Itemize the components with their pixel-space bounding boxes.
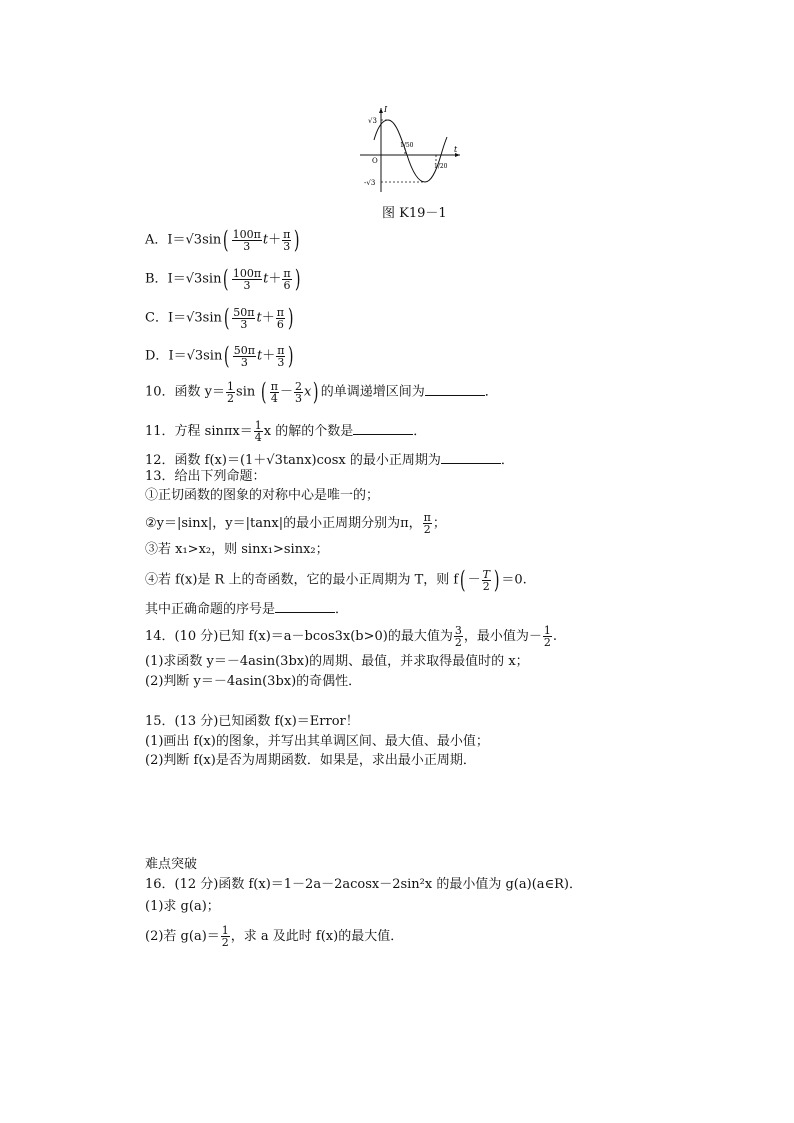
option-phase-frac: $\frac{\pi}{6}$: [283, 266, 291, 292]
q15-part1: (1)画出 f(x)的图象，并写出其单调区间、最大值、最小值；: [145, 734, 489, 749]
q13-item-3: ③若 x₁>x₂，则 sinx₁>sinx₂；: [145, 542, 329, 557]
q12: 12．函数 f(x)＝(1＋√3tanx)cosx 的最小正周期为 ．: [145, 453, 514, 468]
q13-item-4-text: ④若 f(x)是 R 上的奇函数，它的最小正周期为 T，则 f: [145, 572, 459, 588]
x2-label: 1/20: [434, 163, 448, 170]
q9-option-1: A．I＝√3sin( $\frac{100\pi}{3}$ t＋ $\frac{\pi}{3}$ ): [145, 226, 300, 254]
y-axis-arrow: [379, 108, 383, 113]
q10-prefix: 10．函数 y＝: [145, 384, 226, 400]
q13-intro: 13．给出下列命题：: [145, 469, 266, 484]
q10-suffix: 的单调递增区间为: [320, 384, 425, 400]
q16-part1: (1)求 g(a)；: [145, 899, 220, 914]
q16-part2-pre: (2)若 g(a)＝: [145, 929, 220, 944]
q10-pi4: $\frac{\pi}{4}$: [270, 379, 278, 405]
origin-label: O: [372, 157, 378, 165]
q13-ending-text: 其中正确命题的序号是: [145, 602, 276, 617]
q10-23: $\frac{2}{3}$: [295, 379, 302, 405]
q14-part1: (1)求函数 y＝－4asin(3bx)的周期、最值，并求取得最值时的 x；: [145, 654, 529, 669]
sine-graph-figure: [355, 104, 465, 194]
option-label: C．: [145, 310, 168, 326]
q9-option-2: B．I＝√3sin( $\frac{100\pi}{3}$ t＋ $\frac{\pi}{6}$ ): [145, 265, 301, 293]
q14-stem-b: ，最小值为－: [463, 629, 542, 644]
q16-part2-post: ，求 a 及此时 f(x)的最大值．: [230, 929, 404, 944]
q12-text: 12．函数 f(x)＝(1＋√3tanx)cosx 的最小正周期为: [145, 453, 441, 468]
q13-ending: 其中正确命题的序号是 ．: [145, 602, 349, 617]
q11-suffix: x 的解的个数是: [263, 424, 354, 439]
option-label: A．: [145, 232, 168, 248]
q15-part2: (2)判断 f(x)是否为周期函数．如果是，求出最小正周期．: [145, 753, 476, 768]
option-phase-frac: $\frac{\pi}{3}$: [283, 227, 291, 253]
option-coef-frac: $\frac{100\pi}{3}$: [232, 227, 261, 253]
q13-item-4-frac: $\frac{T}{2}$: [482, 567, 490, 593]
option-phase-frac: $\frac{\pi}{6}$: [276, 305, 284, 331]
q10: 10．函数 y＝ $\frac{1}{2}$ sin ( $\frac{\pi}{4}$ － $\frac{2}{3}$ x) 的单调递增区间为 ．: [145, 378, 498, 406]
sine-curve: [374, 120, 447, 182]
option-lhs: I＝√3sin: [167, 271, 222, 287]
q14-stem: 14．(10 分)已知 f(x)＝a－bcos3x(b>0)的最大值为 $\frac{3}{2}$ ，最小值为－ $\frac{1}{2}$ .: [145, 624, 558, 649]
x1-label: 1/50: [400, 142, 414, 149]
option-lhs: I＝√3sin: [168, 348, 223, 364]
y-neg-label: -√3: [364, 179, 376, 187]
option-coef-frac: $\frac{50\pi}{3}$: [233, 305, 255, 331]
q16-part2: [145, 925, 403, 948]
q14-part2: (2)判断 y＝－4asin(3bx)的奇偶性．: [145, 674, 362, 689]
q9-option-4: D．I＝√3sin( $\frac{50\pi}{3}$ t＋ $\frac{\pi}{3}$ ): [145, 342, 294, 370]
q11-blank[interactable]: [353, 422, 413, 435]
section-heading: 难点突破: [145, 857, 198, 872]
q9-option-3: C．I＝√3sin( $\frac{50\pi}{3}$ t＋ $\frac{\pi}{6}$ ): [145, 304, 294, 332]
option-coef-frac: $\frac{50\pi}{3}$: [233, 343, 255, 369]
option-lhs: I＝√3sin: [167, 232, 222, 248]
q11-prefix: 11．方程 sinπx＝: [145, 424, 253, 439]
q14-min-frac: $\frac{1}{2}$: [543, 624, 551, 649]
y-pos-label: √3: [368, 117, 377, 125]
option-label: D．: [145, 348, 169, 364]
q13-item-2-frac: $\frac{\pi}{2}$: [423, 511, 431, 536]
q11-frac: $\frac{1}{4}$: [254, 419, 262, 444]
q16-stem: 16．(12 分)函数 f(x)＝1－2a－2acosx－2sin²x 的最小值为 g(a)(a∈R)．: [145, 877, 583, 892]
q15-stem: 15．(13 分)已知函数 f(x)＝Error！: [145, 714, 359, 729]
q10-coef-frac: $\frac{1}{2}$: [227, 379, 235, 405]
option-label: B．: [145, 271, 168, 287]
q16-frac: $\frac{1}{2}$: [221, 924, 229, 949]
q10-sin: sin: [236, 384, 256, 400]
y-axis-label: I: [384, 105, 388, 114]
q14-stem-a: 14．(10 分)已知 f(x)＝a－bcos3x(b>0)的最大值为: [145, 629, 453, 644]
q13-item-4: ④若 f(x)是 R 上的奇函数，它的最小正周期为 T，则 f( － $\frac{T}{2}$ ) ＝0.: [145, 566, 527, 594]
q13-item-2: ②y＝|sinx|，y＝|tanx|的最小正周期分别为π， $\frac{\pi}{2}$ ；: [145, 511, 446, 536]
q12-blank[interactable]: [441, 451, 501, 464]
option-lhs: I＝√3sin: [167, 310, 222, 326]
q14-max-frac: $\frac{3}{2}$: [454, 624, 462, 649]
q11: 11．方程 sinπx＝ $\frac{1}{4}$ x 的解的个数是 ．: [145, 419, 427, 444]
q13-item-1: ①正切函数的图象的对称中心是唯一的；: [145, 488, 380, 503]
q13-item-2-text: ②y＝|sinx|，y＝|tanx|的最小正周期分别为π，: [145, 516, 422, 531]
q13-blank[interactable]: [275, 600, 335, 613]
figure-caption: 图 K19－1: [382, 206, 447, 221]
q10-blank[interactable]: [425, 383, 485, 396]
option-phase-frac: $\frac{\pi}{3}$: [277, 343, 285, 369]
option-coef-frac: $\frac{100\pi}{3}$: [232, 266, 262, 292]
x-axis-label: t: [454, 145, 458, 154]
